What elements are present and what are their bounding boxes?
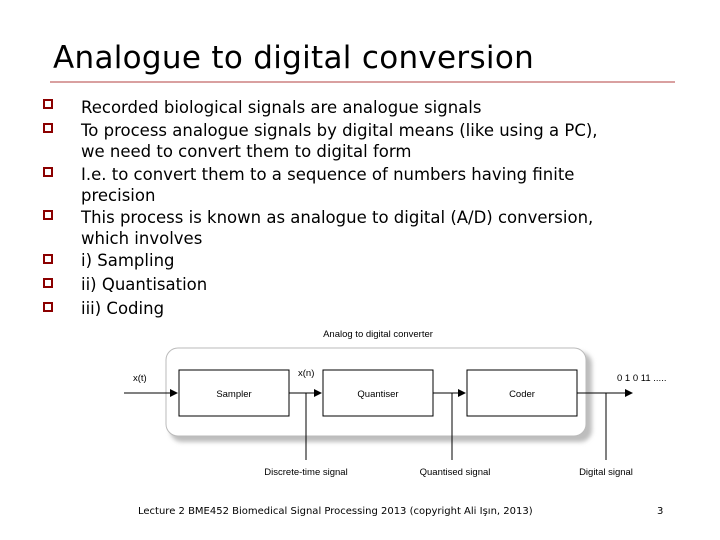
diagram-title: Analog to digital converter: [323, 329, 433, 340]
bullet-text: iii) Coding: [81, 299, 165, 318]
output-bits-label: 0 1 0 11 .....: [617, 373, 667, 384]
bullet-text: ii) Quantisation: [81, 275, 208, 294]
page-number: 3: [657, 506, 664, 517]
discrete-time-label: Discrete-time signal: [264, 467, 348, 478]
slide-footer: Lecture 2 BME452 Biomedical Signal Processing 2013 (copyright Ali Işın, 2013): [138, 506, 533, 517]
bullet-text: This process is known as analogue to digital (A/D) conversion, which involves: [81, 208, 594, 248]
coder-label: Coder: [509, 389, 535, 400]
quantiser-label: Quantiser: [357, 389, 399, 400]
sampled-signal-label: x(n): [298, 368, 315, 379]
bullet-text: To process analogue signals by digital means (like using a PC), we need to convert them to digital form: [81, 121, 598, 161]
quantised-signal-label: Quantised signal: [419, 467, 491, 478]
bullet-text: Recorded biological signals are analogue signals: [81, 98, 482, 117]
slide-title: Analogue to digital conversion: [53, 40, 535, 76]
digital-signal-label: Digital signal: [579, 467, 633, 478]
bullet-text: I.e. to convert them to a sequence of numbers having finite precision: [81, 165, 575, 205]
input-signal-label: x(t): [133, 373, 147, 384]
sampler-label: Sampler: [216, 389, 252, 400]
bullet-text: i) Sampling: [81, 251, 175, 270]
